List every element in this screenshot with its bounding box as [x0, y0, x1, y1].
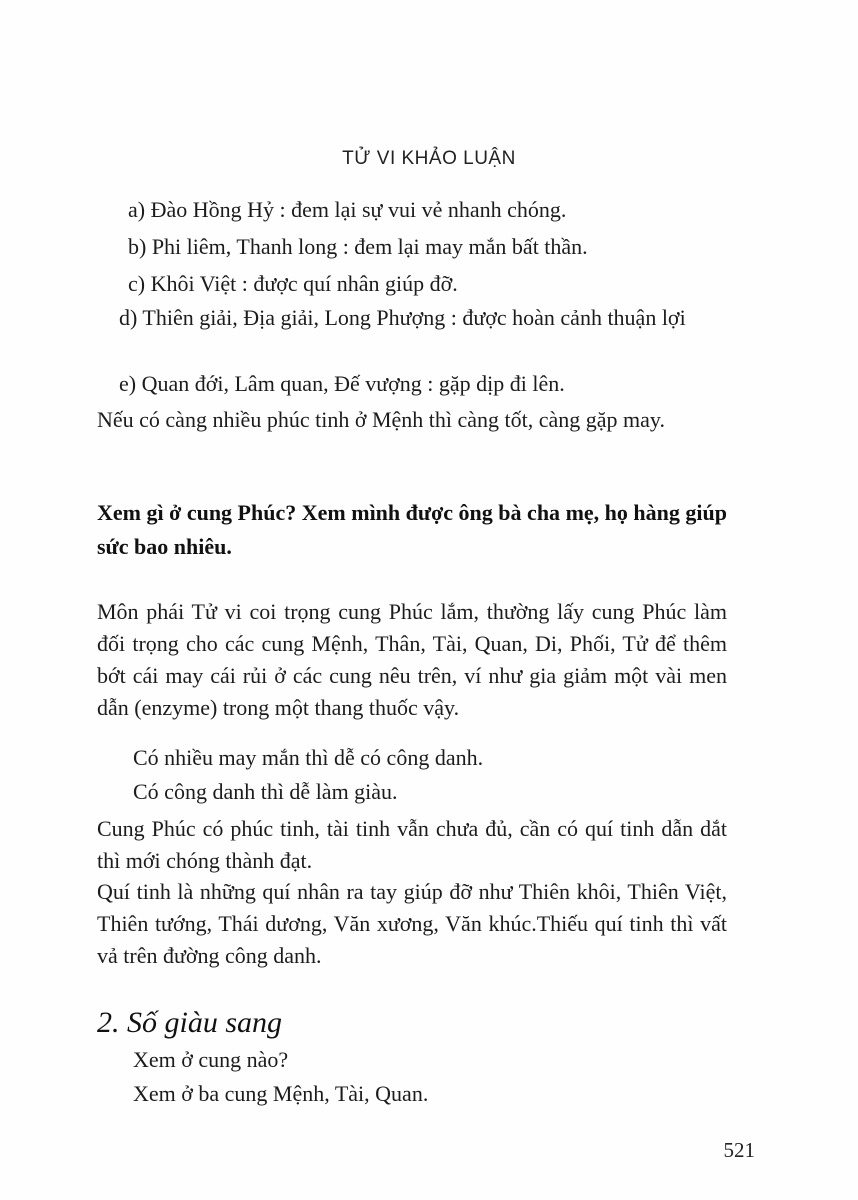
- indented-line-1: Có nhiều may mắn thì dễ có công danh.: [133, 745, 484, 770]
- subsection-heading: Xem gì ở cung Phúc? Xem mình được ông bà cha mẹ, họ hàng giúp sức bao nhiêu.: [97, 500, 727, 559]
- list-item-d: d) Thiên giải, Địa giải, Long Phượng : được hoàn cảnh thuận lợi: [119, 305, 686, 330]
- indented-line-2: Có công danh thì dễ làm giàu.: [133, 779, 398, 804]
- section-title: 2. Số giàu sang: [97, 1006, 283, 1039]
- section-line-1: Xem ở cung nào?: [133, 1047, 289, 1072]
- paragraph-qui-tinh-needed: Cung Phúc có phúc tinh, tài tinh vẫn chưa đủ, cần có quí tinh dẫn dắt thì mới chóng thành đạt.: [97, 816, 727, 873]
- list-item-c: c) Khôi Việt : được quí nhân giúp đỡ.: [128, 271, 458, 296]
- paragraph-qui-tinh-definition: Quí tinh là những quí nhân ra tay giúp đỡ như Thiên khôi, Thiên Việt, Thiên tướng, Thái dương, Văn xương, Văn khúc.Thiếu quí tinh thì vất vả trên đường công danh.: [97, 879, 727, 968]
- summary-paragraph: Nếu có càng nhiều phúc tinh ở Mệnh thì càng tốt, càng gặp may.: [97, 407, 665, 432]
- list-item-e: e) Quan đới, Lâm quan, Đế vượng : gặp dịp đi lên.: [119, 371, 565, 396]
- page-number: 521: [723, 1138, 755, 1162]
- list-item-a: a) Đào Hồng Hỷ : đem lại sự vui vẻ nhanh chóng.: [128, 197, 567, 222]
- paragraph-phuc-importance: Môn phái Tử vi coi trọng cung Phúc lắm, thường lấy cung Phúc làm đối trọng cho các cung Mệnh, Thân, Tài, Quan, Di, Phối, Tử để thêm bớt cái may cái rủi ở các cung nêu trên, ví như gia giảm một vài men dẫn (enzyme) trong một thang thuốc vậy.: [97, 599, 727, 720]
- list-item-b: b) Phi liêm, Thanh long : đem lại may mắn bất thần.: [128, 234, 588, 259]
- running-header: TỬ VI KHẢO LUẬN: [342, 148, 516, 169]
- section-line-2: Xem ở ba cung Mệnh, Tài, Quan.: [133, 1081, 429, 1106]
